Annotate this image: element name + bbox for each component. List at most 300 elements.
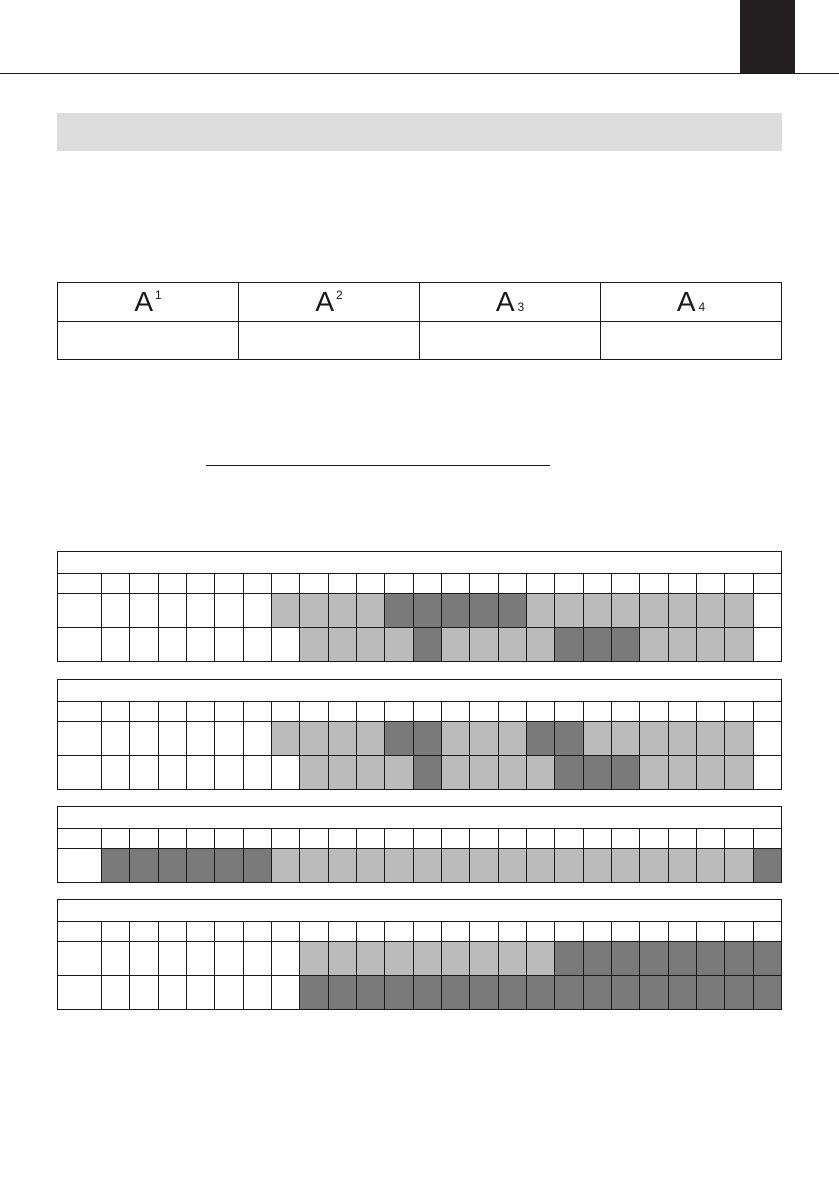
slot-dark [527, 722, 555, 756]
slot-empty [159, 942, 187, 976]
hour-slot-cell [130, 702, 158, 722]
hour-slot-cell [669, 922, 697, 942]
slot-dark [640, 976, 668, 1010]
hour-slot-cell [329, 829, 357, 849]
slot-dark [669, 976, 697, 1010]
schedule-row [57, 976, 782, 1010]
slot-dark [555, 976, 583, 1010]
hour-slot-cell [215, 702, 243, 722]
hour-slot-cell [300, 829, 328, 849]
hour-slot-cell [669, 702, 697, 722]
slot-light [357, 722, 385, 756]
hour-slot-cell [697, 702, 725, 722]
slot-dark [555, 756, 583, 790]
hour-slot-cell [584, 702, 612, 722]
hour-slot-cell [414, 922, 442, 942]
hour-slot-cell [272, 702, 300, 722]
hour-slot-cell [470, 574, 498, 594]
slot-dark [385, 722, 413, 756]
slot-empty [244, 976, 272, 1010]
slot-light [470, 942, 498, 976]
slot-dark [725, 942, 753, 976]
hour-slot-cell [442, 574, 470, 594]
program-grid-2 [57, 679, 782, 790]
hour-slot-cell [329, 702, 357, 722]
grid-title-row [57, 899, 782, 922]
slot-light [669, 722, 697, 756]
slot-dark [414, 722, 442, 756]
slot-light [499, 756, 527, 790]
slot-empty [272, 976, 300, 1010]
hour-slot-cell [357, 829, 385, 849]
slot-light [414, 849, 442, 883]
hour-slot-cell [527, 829, 555, 849]
hour-slot-cell [357, 574, 385, 594]
section-heading-bar [57, 113, 782, 151]
hour-slot-cell [244, 829, 272, 849]
hour-slot-cell [669, 574, 697, 594]
slot-empty [754, 594, 782, 628]
page-tab-marker [740, 0, 795, 73]
slot-dark [300, 976, 328, 1010]
slot-dark [244, 849, 272, 883]
grid-hours-row [57, 829, 782, 849]
period-header-a4: A 4 [601, 283, 782, 322]
slot-light [697, 756, 725, 790]
hour-slot-cell [612, 702, 640, 722]
hour-slot-cell [385, 702, 413, 722]
slot-dark [697, 976, 725, 1010]
slot-dark [187, 849, 215, 883]
period-value-cell [601, 322, 782, 360]
hour-slot-cell [357, 702, 385, 722]
slot-empty [244, 594, 272, 628]
slot-dark [555, 628, 583, 662]
hour-slot-cell [640, 829, 668, 849]
hour-slot-cell [272, 574, 300, 594]
slot-empty [102, 756, 130, 790]
slot-empty [754, 756, 782, 790]
slot-dark [612, 976, 640, 1010]
slot-dark [612, 756, 640, 790]
row-label-cell [58, 756, 102, 790]
slot-empty [102, 942, 130, 976]
hour-slot-cell [102, 574, 130, 594]
slot-light [499, 849, 527, 883]
hour-slot-cell [697, 574, 725, 594]
slot-dark [612, 628, 640, 662]
slot-empty [102, 722, 130, 756]
slot-light [300, 756, 328, 790]
slot-dark [584, 628, 612, 662]
slot-light [385, 942, 413, 976]
slot-dark [442, 976, 470, 1010]
slot-dark [584, 976, 612, 1010]
hour-slot-cell [385, 574, 413, 594]
slot-light [499, 722, 527, 756]
hour-slot-cell [640, 922, 668, 942]
slot-light [527, 942, 555, 976]
slot-light [329, 722, 357, 756]
slot-empty [754, 628, 782, 662]
row-label-cell [58, 628, 102, 662]
hour-slot-cell [414, 829, 442, 849]
hour-slot-cell [669, 829, 697, 849]
period-value-cell [420, 322, 601, 360]
hour-slot-cell [612, 922, 640, 942]
slot-light [612, 849, 640, 883]
hour-slot-cell [754, 829, 782, 849]
hour-slot-cell [300, 922, 328, 942]
slot-empty [187, 756, 215, 790]
slot-dark [640, 942, 668, 976]
hour-slot-cell [272, 829, 300, 849]
slot-light [669, 756, 697, 790]
hour-slot-cell [215, 922, 243, 942]
slot-light [470, 756, 498, 790]
schedule-row [57, 722, 782, 756]
slot-dark [555, 942, 583, 976]
hour-slot-cell [130, 829, 158, 849]
hour-slot-cell [470, 829, 498, 849]
slot-empty [159, 594, 187, 628]
slot-dark [754, 849, 782, 883]
hour-slot-cell [640, 574, 668, 594]
slot-empty [102, 976, 130, 1010]
hour-slot-cell [159, 829, 187, 849]
slot-empty [215, 594, 243, 628]
slot-light [442, 722, 470, 756]
schedule-row [57, 756, 782, 790]
slot-light [385, 756, 413, 790]
schedule-row [57, 849, 782, 883]
hour-slot-cell [697, 829, 725, 849]
slot-light [584, 849, 612, 883]
row-label-cell [58, 829, 102, 849]
hour-slot-cell [300, 702, 328, 722]
hour-slot-cell [499, 702, 527, 722]
period-header-a1: A $^1$ [58, 283, 239, 322]
hour-slot-cell [725, 922, 753, 942]
slot-empty [102, 594, 130, 628]
slot-light [669, 628, 697, 662]
hour-slot-cell [697, 922, 725, 942]
hour-slot-cell [612, 574, 640, 594]
hour-slot-cell [244, 702, 272, 722]
grid-title-row [57, 806, 782, 829]
slot-empty [215, 722, 243, 756]
hour-slot-cell [357, 922, 385, 942]
row-label-cell [58, 942, 102, 976]
period-value-cell [239, 322, 420, 360]
slot-dark [555, 722, 583, 756]
slot-empty [130, 628, 158, 662]
hour-slot-cell [130, 574, 158, 594]
hour-slot-cell [640, 702, 668, 722]
hour-slot-cell [470, 922, 498, 942]
slot-empty [215, 942, 243, 976]
slot-light [357, 942, 385, 976]
slot-empty [130, 756, 158, 790]
slot-light [329, 628, 357, 662]
slot-light [272, 849, 300, 883]
slot-dark [385, 594, 413, 628]
hour-slot-cell [584, 574, 612, 594]
hour-slot-cell [187, 829, 215, 849]
hour-slot-cell [187, 574, 215, 594]
hour-slot-cell [754, 922, 782, 942]
slot-light [697, 722, 725, 756]
period-value-row [58, 322, 782, 360]
slot-light [527, 628, 555, 662]
period-header-row [58, 283, 782, 322]
grid-title-row [57, 679, 782, 702]
slot-empty [130, 942, 158, 976]
slot-light [499, 942, 527, 976]
hour-slot-cell [555, 829, 583, 849]
hour-slot-cell [102, 829, 130, 849]
slot-dark [725, 976, 753, 1010]
slot-light [272, 594, 300, 628]
hour-slot-cell [187, 922, 215, 942]
slot-dark [329, 976, 357, 1010]
slot-light [329, 594, 357, 628]
row-label-cell [58, 574, 102, 594]
slot-light [725, 594, 753, 628]
slot-empty [272, 942, 300, 976]
slot-light [272, 722, 300, 756]
slot-light [725, 756, 753, 790]
slot-empty [244, 756, 272, 790]
hour-slot-cell [527, 702, 555, 722]
slot-empty [244, 942, 272, 976]
hour-slot-cell [555, 574, 583, 594]
hour-slot-cell [725, 574, 753, 594]
slot-empty [159, 628, 187, 662]
hour-slot-cell [159, 574, 187, 594]
slot-light [442, 942, 470, 976]
hour-slot-cell [754, 574, 782, 594]
slot-light [357, 756, 385, 790]
slot-light [357, 594, 385, 628]
slot-light [470, 722, 498, 756]
slot-light [669, 849, 697, 883]
slot-dark [442, 594, 470, 628]
slot-dark [102, 849, 130, 883]
hour-slot-cell [555, 922, 583, 942]
slot-light [442, 849, 470, 883]
row-label-cell [58, 922, 102, 942]
program-grid-1 [57, 551, 782, 662]
period-header-a3: A 3 [420, 283, 601, 322]
hour-slot-cell [300, 574, 328, 594]
hour-slot-cell [215, 829, 243, 849]
hour-slot-cell [499, 922, 527, 942]
hour-slot-cell [470, 702, 498, 722]
hour-slot-cell [442, 829, 470, 849]
slot-light [669, 594, 697, 628]
hour-slot-cell [102, 922, 130, 942]
slot-light [697, 594, 725, 628]
hour-slot-cell [385, 829, 413, 849]
slot-light [442, 628, 470, 662]
slot-light [612, 594, 640, 628]
slot-empty [187, 628, 215, 662]
hour-slot-cell [272, 922, 300, 942]
hour-slot-cell [414, 574, 442, 594]
hour-slot-cell [499, 574, 527, 594]
hour-slot-cell [499, 829, 527, 849]
period-table [57, 282, 782, 360]
slot-dark [584, 756, 612, 790]
slot-empty [102, 628, 130, 662]
slot-light [640, 594, 668, 628]
row-label-cell [58, 849, 102, 883]
hour-slot-cell [584, 922, 612, 942]
slot-empty [159, 756, 187, 790]
slot-light [300, 594, 328, 628]
slot-empty [187, 722, 215, 756]
grid-hours-row [57, 574, 782, 594]
slot-light [470, 628, 498, 662]
hour-slot-cell [159, 922, 187, 942]
row-label-cell [58, 722, 102, 756]
slot-empty [187, 976, 215, 1010]
hour-slot-cell [527, 922, 555, 942]
hour-slot-cell [130, 922, 158, 942]
slot-dark [130, 849, 158, 883]
slot-light [329, 849, 357, 883]
slot-light [300, 722, 328, 756]
slot-dark [612, 942, 640, 976]
slot-dark [669, 942, 697, 976]
hour-slot-cell [414, 702, 442, 722]
schedule-row [57, 628, 782, 662]
slot-empty [244, 722, 272, 756]
slot-empty [187, 594, 215, 628]
hour-slot-cell [215, 574, 243, 594]
slot-empty [130, 594, 158, 628]
slot-dark [414, 594, 442, 628]
slot-light [640, 722, 668, 756]
slot-empty [272, 756, 300, 790]
slot-light [697, 849, 725, 883]
hour-slot-cell [244, 574, 272, 594]
slot-dark [215, 849, 243, 883]
slot-empty [215, 628, 243, 662]
slot-light [584, 594, 612, 628]
slot-empty [244, 628, 272, 662]
slot-dark [584, 942, 612, 976]
row-label-cell [58, 594, 102, 628]
slot-empty [130, 722, 158, 756]
hour-slot-cell [102, 702, 130, 722]
hour-slot-cell [385, 922, 413, 942]
slot-empty [159, 722, 187, 756]
schedule-row [57, 942, 782, 976]
slot-dark [499, 976, 527, 1010]
program-grid-4 [57, 899, 782, 1010]
slot-dark [357, 976, 385, 1010]
hour-slot-cell [159, 702, 187, 722]
slot-light [584, 722, 612, 756]
slot-light [414, 942, 442, 976]
slot-light [385, 628, 413, 662]
slot-light [725, 722, 753, 756]
schedule-row [57, 594, 782, 628]
slot-light [470, 849, 498, 883]
slot-light [640, 849, 668, 883]
hour-slot-cell [187, 702, 215, 722]
slot-light [357, 849, 385, 883]
hour-slot-cell [442, 702, 470, 722]
slot-light [527, 594, 555, 628]
slot-empty [159, 976, 187, 1010]
row-label-cell [58, 702, 102, 722]
hour-slot-cell [612, 829, 640, 849]
hour-slot-cell [725, 829, 753, 849]
slot-dark [470, 594, 498, 628]
slot-light [329, 942, 357, 976]
slot-empty [187, 942, 215, 976]
slot-dark [754, 976, 782, 1010]
hour-slot-cell [442, 922, 470, 942]
slot-empty [130, 976, 158, 1010]
slot-light [527, 849, 555, 883]
slot-light [555, 594, 583, 628]
slot-empty [754, 722, 782, 756]
slot-light [527, 756, 555, 790]
grid-hours-row [57, 702, 782, 722]
underline-rule [206, 465, 550, 466]
hour-slot-cell [329, 574, 357, 594]
slot-light [640, 756, 668, 790]
hour-slot-cell [329, 922, 357, 942]
slot-empty [215, 976, 243, 1010]
period-value-cell [58, 322, 239, 360]
slot-empty [215, 756, 243, 790]
program-grid-3 [57, 806, 782, 883]
row-label-cell [58, 976, 102, 1010]
slot-light [385, 849, 413, 883]
slot-dark [414, 976, 442, 1010]
grid-title-row [57, 551, 782, 574]
slot-light [442, 756, 470, 790]
slot-dark [385, 976, 413, 1010]
slot-dark [527, 976, 555, 1010]
period-header-a2: A $^2$ [239, 283, 420, 322]
slot-light [725, 628, 753, 662]
slot-light [499, 628, 527, 662]
slot-light [725, 849, 753, 883]
slot-light [555, 849, 583, 883]
slot-dark [499, 594, 527, 628]
header-rule [0, 73, 839, 74]
slot-light [640, 628, 668, 662]
hour-slot-cell [754, 702, 782, 722]
grid-hours-row [57, 922, 782, 942]
slot-dark [414, 628, 442, 662]
hour-slot-cell [584, 829, 612, 849]
slot-light [300, 849, 328, 883]
slot-light [612, 722, 640, 756]
slot-light [329, 756, 357, 790]
slot-empty [272, 628, 300, 662]
slot-light [357, 628, 385, 662]
slot-light [300, 628, 328, 662]
slot-dark [754, 942, 782, 976]
hour-slot-cell [555, 702, 583, 722]
